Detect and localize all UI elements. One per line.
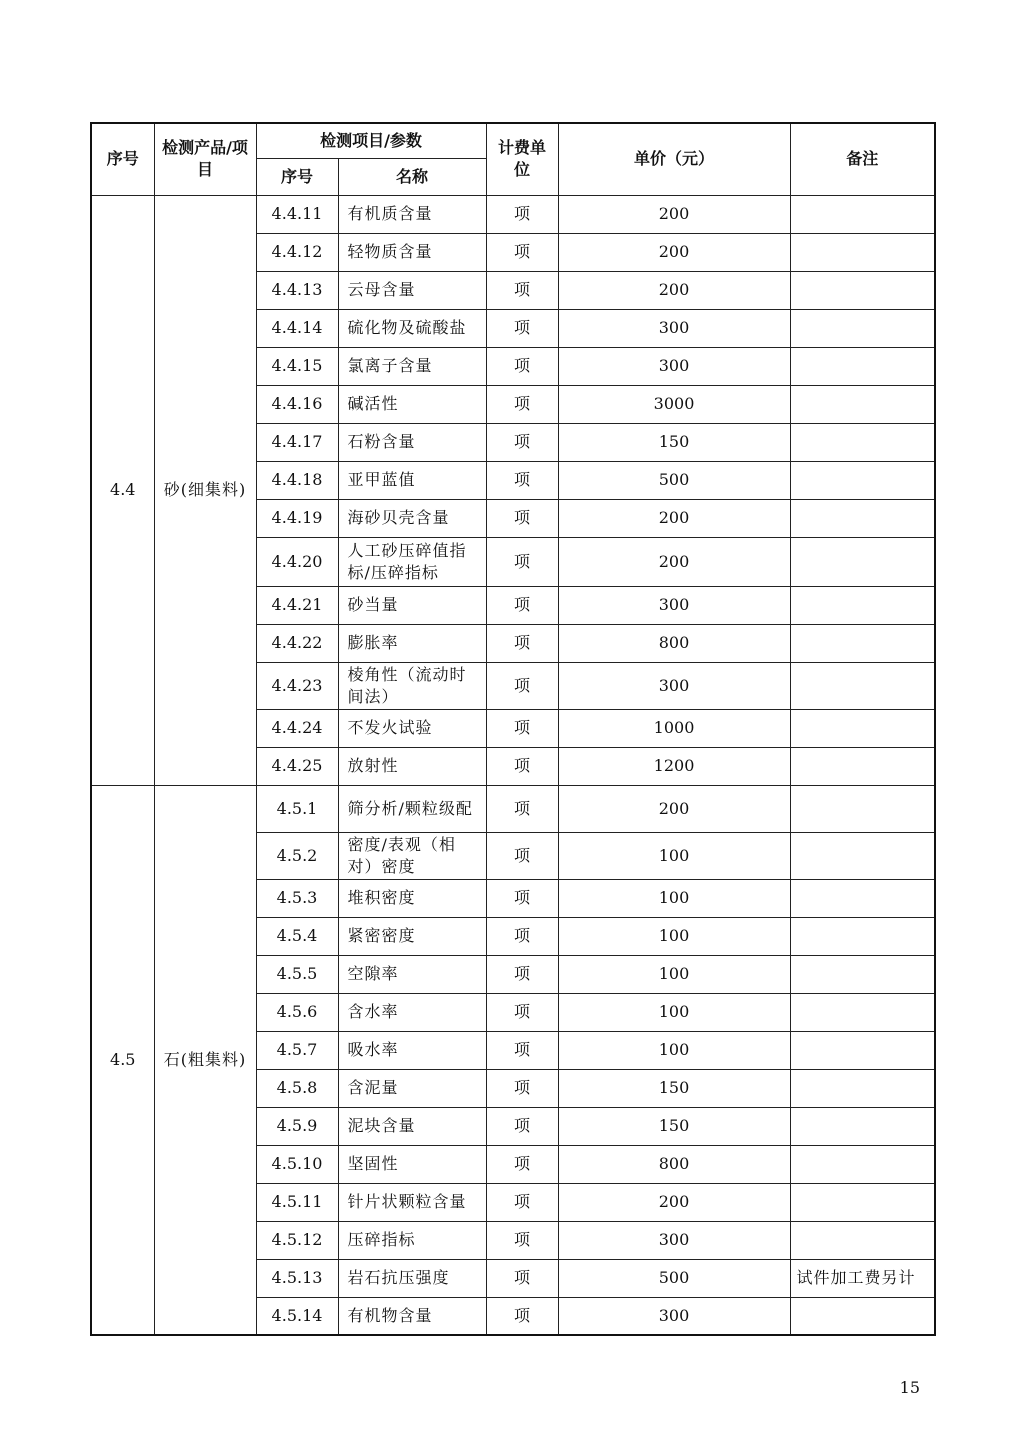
item-name: 含泥量 xyxy=(338,1069,486,1107)
item-price: 300 xyxy=(558,1221,790,1259)
header-unit: 计费单位 xyxy=(486,123,558,195)
item-code: 4.4.23 xyxy=(256,662,338,709)
item-unit: 项 xyxy=(486,662,558,709)
item-name: 不发火试验 xyxy=(338,709,486,747)
item-note xyxy=(790,955,935,993)
item-code: 4.4.19 xyxy=(256,499,338,537)
item-code: 4.4.25 xyxy=(256,747,338,785)
item-name: 膨胀率 xyxy=(338,624,486,662)
item-code: 4.5.10 xyxy=(256,1145,338,1183)
table-row xyxy=(91,195,935,233)
item-note xyxy=(790,347,935,385)
item-unit: 项 xyxy=(486,1297,558,1335)
item-price: 300 xyxy=(558,309,790,347)
item-price: 200 xyxy=(558,233,790,271)
item-price: 200 xyxy=(558,1183,790,1221)
item-unit: 项 xyxy=(486,461,558,499)
item-code: 4.5.2 xyxy=(256,832,338,879)
item-unit: 项 xyxy=(486,1259,558,1297)
group-name: 石(粗集料) xyxy=(154,785,256,1335)
item-unit: 项 xyxy=(486,1069,558,1107)
item-note xyxy=(790,309,935,347)
header-product: 检测产品/项目 xyxy=(154,123,256,195)
item-name: 亚甲蓝值 xyxy=(338,461,486,499)
item-name: 有机质含量 xyxy=(338,195,486,233)
item-name: 针片状颗粒含量 xyxy=(338,1183,486,1221)
item-note xyxy=(790,917,935,955)
item-note xyxy=(790,499,935,537)
item-name: 岩石抗压强度 xyxy=(338,1259,486,1297)
item-unit: 项 xyxy=(486,1145,558,1183)
item-unit: 项 xyxy=(486,785,558,832)
item-price: 300 xyxy=(558,1297,790,1335)
item-note xyxy=(790,1183,935,1221)
item-unit: 项 xyxy=(486,423,558,461)
item-note xyxy=(790,879,935,917)
item-price: 1200 xyxy=(558,747,790,785)
header-sub-seq: 序号 xyxy=(256,158,338,195)
item-note xyxy=(790,624,935,662)
item-unit: 项 xyxy=(486,385,558,423)
item-price: 150 xyxy=(558,1107,790,1145)
item-note xyxy=(790,385,935,423)
item-price: 150 xyxy=(558,1069,790,1107)
item-note xyxy=(790,785,935,832)
item-unit: 项 xyxy=(486,309,558,347)
item-name: 碱活性 xyxy=(338,385,486,423)
item-price: 200 xyxy=(558,785,790,832)
item-unit: 项 xyxy=(486,537,558,586)
item-unit: 项 xyxy=(486,1221,558,1259)
item-price: 200 xyxy=(558,537,790,586)
item-code: 4.5.6 xyxy=(256,993,338,1031)
item-unit: 项 xyxy=(486,993,558,1031)
item-name: 砂当量 xyxy=(338,586,486,624)
item-price: 100 xyxy=(558,879,790,917)
item-price: 200 xyxy=(558,499,790,537)
item-name: 石粉含量 xyxy=(338,423,486,461)
table-body xyxy=(91,195,935,1335)
item-note xyxy=(790,423,935,461)
item-name: 云母含量 xyxy=(338,271,486,309)
item-code: 4.4.17 xyxy=(256,423,338,461)
item-note xyxy=(790,233,935,271)
item-note xyxy=(790,461,935,499)
item-code: 4.4.24 xyxy=(256,709,338,747)
item-code: 4.5.9 xyxy=(256,1107,338,1145)
item-price: 800 xyxy=(558,624,790,662)
item-unit: 项 xyxy=(486,586,558,624)
item-unit: 项 xyxy=(486,271,558,309)
item-name: 压碎指标 xyxy=(338,1221,486,1259)
header-note: 备注 xyxy=(790,123,935,195)
item-name: 人工砂压碎值指标/压碎指标 xyxy=(338,537,486,586)
item-note xyxy=(790,832,935,879)
group-seq: 4.5 xyxy=(91,785,154,1335)
item-note xyxy=(790,1031,935,1069)
table-row xyxy=(91,785,935,832)
item-unit: 项 xyxy=(486,347,558,385)
header-item-group: 检测项目/参数 xyxy=(256,123,486,158)
item-name: 棱角性（流动时间法） xyxy=(338,662,486,709)
item-unit: 项 xyxy=(486,1031,558,1069)
item-note xyxy=(790,747,935,785)
item-note xyxy=(790,1069,935,1107)
item-price: 100 xyxy=(558,917,790,955)
item-price: 100 xyxy=(558,1031,790,1069)
item-unit: 项 xyxy=(486,879,558,917)
item-note xyxy=(790,662,935,709)
item-price: 100 xyxy=(558,955,790,993)
item-unit: 项 xyxy=(486,1183,558,1221)
item-price: 3000 xyxy=(558,385,790,423)
item-note xyxy=(790,586,935,624)
item-code: 4.4.14 xyxy=(256,309,338,347)
item-code: 4.4.22 xyxy=(256,624,338,662)
item-unit: 项 xyxy=(486,1107,558,1145)
item-price: 500 xyxy=(558,461,790,499)
item-name: 筛分析/颗粒级配 xyxy=(338,785,486,832)
item-unit: 项 xyxy=(486,955,558,993)
group-seq: 4.4 xyxy=(91,195,154,785)
item-name: 有机物含量 xyxy=(338,1297,486,1335)
item-code: 4.4.15 xyxy=(256,347,338,385)
price-table xyxy=(90,122,936,1336)
item-price: 800 xyxy=(558,1145,790,1183)
item-code: 4.4.20 xyxy=(256,537,338,586)
item-code: 4.4.12 xyxy=(256,233,338,271)
item-price: 300 xyxy=(558,586,790,624)
item-unit: 项 xyxy=(486,747,558,785)
item-code: 4.5.13 xyxy=(256,1259,338,1297)
item-price: 1000 xyxy=(558,709,790,747)
item-price: 200 xyxy=(558,271,790,309)
item-code: 4.5.1 xyxy=(256,785,338,832)
item-name: 硫化物及硫酸盐 xyxy=(338,309,486,347)
item-note xyxy=(790,271,935,309)
item-name: 泥块含量 xyxy=(338,1107,486,1145)
item-name: 空隙率 xyxy=(338,955,486,993)
item-note: 试件加工费另计 xyxy=(790,1259,935,1297)
item-price: 500 xyxy=(558,1259,790,1297)
item-name: 海砂贝壳含量 xyxy=(338,499,486,537)
item-unit: 项 xyxy=(486,499,558,537)
item-code: 4.4.13 xyxy=(256,271,338,309)
item-note xyxy=(790,1145,935,1183)
item-code: 4.5.12 xyxy=(256,1221,338,1259)
header-price: 单价（元） xyxy=(558,123,790,195)
item-name: 轻物质含量 xyxy=(338,233,486,271)
item-name: 吸水率 xyxy=(338,1031,486,1069)
item-code: 4.5.14 xyxy=(256,1297,338,1335)
item-note xyxy=(790,537,935,586)
page-number: 15 xyxy=(899,1378,920,1397)
item-name: 密度/表观（相对）密度 xyxy=(338,832,486,879)
table-header xyxy=(91,123,935,195)
item-price: 100 xyxy=(558,993,790,1031)
item-name: 氯离子含量 xyxy=(338,347,486,385)
item-name: 堆积密度 xyxy=(338,879,486,917)
item-unit: 项 xyxy=(486,709,558,747)
item-note xyxy=(790,195,935,233)
group-name: 砂(细集料) xyxy=(154,195,256,785)
item-price: 100 xyxy=(558,832,790,879)
item-name: 紧密密度 xyxy=(338,917,486,955)
item-code: 4.5.4 xyxy=(256,917,338,955)
header-sub-name: 名称 xyxy=(338,158,486,195)
item-code: 4.5.3 xyxy=(256,879,338,917)
item-note xyxy=(790,993,935,1031)
item-price: 150 xyxy=(558,423,790,461)
item-code: 4.5.7 xyxy=(256,1031,338,1069)
item-name: 放射性 xyxy=(338,747,486,785)
item-code: 4.4.18 xyxy=(256,461,338,499)
item-unit: 项 xyxy=(486,233,558,271)
item-unit: 项 xyxy=(486,195,558,233)
item-code: 4.4.11 xyxy=(256,195,338,233)
item-code: 4.4.21 xyxy=(256,586,338,624)
item-code: 4.4.16 xyxy=(256,385,338,423)
item-note xyxy=(790,1221,935,1259)
item-code: 4.5.5 xyxy=(256,955,338,993)
item-code: 4.5.8 xyxy=(256,1069,338,1107)
item-unit: 项 xyxy=(486,832,558,879)
item-unit: 项 xyxy=(486,917,558,955)
item-price: 300 xyxy=(558,347,790,385)
item-unit: 项 xyxy=(486,624,558,662)
item-note xyxy=(790,1107,935,1145)
item-name: 含水率 xyxy=(338,993,486,1031)
item-price: 200 xyxy=(558,195,790,233)
item-note xyxy=(790,709,935,747)
item-price: 300 xyxy=(558,662,790,709)
item-name: 坚固性 xyxy=(338,1145,486,1183)
header-seq: 序号 xyxy=(91,123,154,195)
item-note xyxy=(790,1297,935,1335)
item-code: 4.5.11 xyxy=(256,1183,338,1221)
